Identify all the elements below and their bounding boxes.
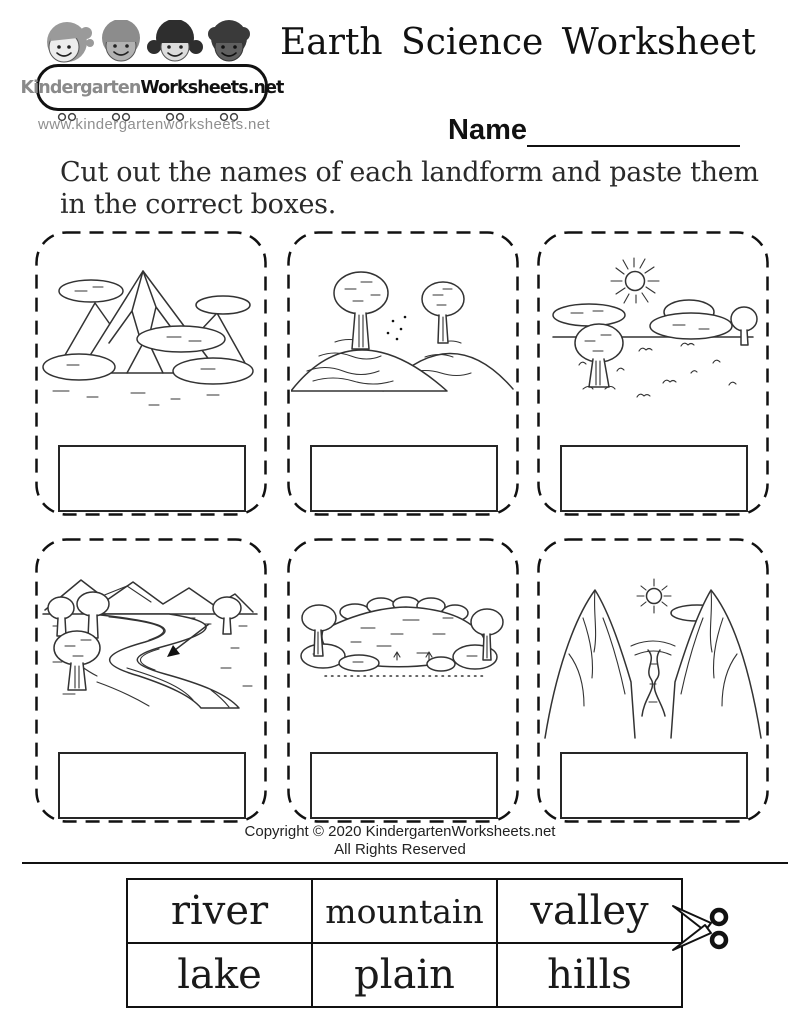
website-url: www.kindergartenworksheets.net [38, 116, 271, 133]
word-cell-river: river [127, 879, 312, 943]
valley-illustration [541, 556, 765, 741]
logo-sign [20, 64, 284, 111]
word-cell-plain: plain [312, 943, 497, 1007]
landform-card-hills [287, 231, 519, 516]
answer-box-lake [310, 752, 498, 819]
page-title: Earth Science Worksheet [280, 22, 756, 63]
mountain-illustration [39, 249, 263, 417]
logo-brand-black: Worksheets.net [140, 77, 284, 98]
lake-illustration [291, 556, 515, 724]
copyright-line: Copyright © 2020 KindergartenWorksheets.net [244, 823, 556, 840]
landform-card-river [35, 538, 267, 823]
name-blank-line [527, 117, 740, 147]
name-label: Name [448, 114, 527, 146]
answer-box-valley [560, 752, 748, 819]
landform-card-mountain [35, 231, 267, 516]
word-cell-valley: valley [497, 879, 682, 943]
landform-card-valley [537, 538, 769, 823]
logo-brand-gray: Kindergarten [20, 77, 141, 98]
landform-card-plain [537, 231, 769, 516]
instructions-line-2: in the correct boxes. [60, 189, 337, 220]
answer-box-plain [560, 445, 748, 512]
instructions-line-1: Cut out the names of each landform and paste them [60, 157, 759, 188]
scissors-icon [669, 901, 731, 955]
rights-line: All Rights Reserved [334, 841, 466, 858]
word-bank-table [126, 878, 683, 1008]
instructions-text [60, 157, 770, 221]
plain-illustration [541, 249, 765, 417]
word-cell-mountain: mountain [312, 879, 497, 943]
river-illustration [39, 556, 263, 724]
answer-box-mountain [58, 445, 246, 512]
name-row [448, 114, 740, 147]
hills-illustration [291, 249, 515, 417]
answer-box-river [58, 752, 246, 819]
divider-line [22, 862, 788, 864]
answer-box-hills [310, 445, 498, 512]
word-cell-lake: lake [127, 943, 312, 1007]
landform-card-lake [287, 538, 519, 823]
word-cell-hills: hills [497, 943, 682, 1007]
copyright-text [0, 823, 800, 859]
